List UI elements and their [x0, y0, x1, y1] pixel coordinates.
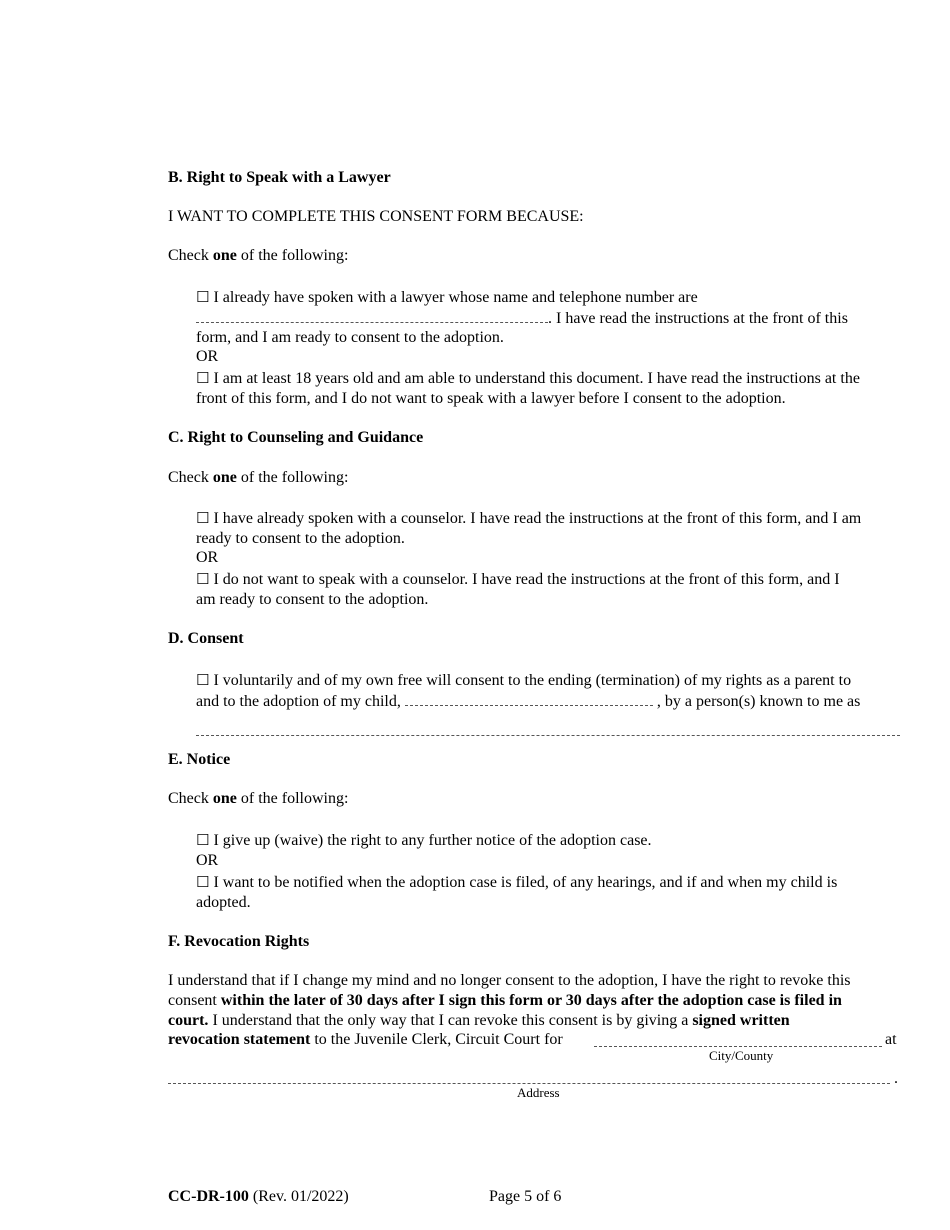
- city-county-label: City/County: [709, 1048, 774, 1063]
- check-post: of the following:: [236, 247, 349, 264]
- section-b-or: OR: [196, 348, 219, 365]
- revocation-line-1: I understand that if I change my mind and no longer consent to the adoption, I have the right to revoke this: [168, 972, 851, 989]
- checkbox-counselor-spoken[interactable]: ☐: [196, 509, 210, 527]
- revocation-line-3: [168, 1011, 908, 1031]
- check-post: of the following:: [236, 790, 349, 807]
- revocation-line-2-pre: consent: [168, 992, 221, 1009]
- checkbox-no-lawyer[interactable]: ☐: [196, 369, 210, 387]
- revocation-line-2: [168, 991, 908, 1011]
- revocation-signed-written: signed written: [692, 1012, 790, 1029]
- consent-child-pre: and to the adoption of my child,: [196, 693, 401, 710]
- revocation-line-3-mid: I understand that the only way that I can revoke this consent is by giving a: [208, 1012, 693, 1029]
- counseling-option-1-line-2: ready to consent to the adoption.: [196, 530, 405, 547]
- section-e-heading: E. Notice: [168, 751, 231, 768]
- checkbox-lawyer-spoken[interactable]: ☐: [196, 288, 210, 306]
- lawyer-option-1-after-blank: . I have read the instructions at the front of this: [548, 310, 848, 327]
- address-label: Address: [517, 1085, 560, 1100]
- checkbox-consent[interactable]: ☐: [196, 671, 210, 689]
- notice-option-2-line-2: adopted.: [196, 894, 251, 911]
- section-e-check-instruction: [168, 789, 908, 809]
- revocation-at: at: [885, 1031, 897, 1048]
- consent-intro: I WANT TO COMPLETE THIS CONSENT FORM BECAUSE:: [168, 208, 584, 225]
- checkbox-waive-notice[interactable]: ☐: [196, 831, 210, 849]
- section-e-or: OR: [196, 852, 219, 869]
- form-id: CC-DR-100: [168, 1188, 249, 1205]
- notice-option-1: [196, 830, 911, 851]
- check-pre: Check: [168, 790, 213, 807]
- consent-line-1: [196, 670, 911, 691]
- revocation-line-4-post: to the Juvenile Clerk, Circuit Court for: [310, 1031, 563, 1048]
- lawyer-option-1-text: I already have spoken with a lawyer whose name and telephone number are: [213, 289, 698, 306]
- lawyer-option-1-line-2: [196, 308, 911, 329]
- counseling-option-1-line-1: [196, 508, 911, 529]
- section-b-check-instruction: [168, 246, 908, 266]
- check-bold: one: [212, 469, 237, 486]
- check-post: of the following:: [236, 469, 349, 486]
- section-b-heading: B. Right to Speak with a Lawyer: [168, 169, 391, 186]
- lawyer-option-1-line-3: form, and I am ready to consent to the adoption.: [196, 329, 504, 346]
- counseling-option-2-text: I do not want to speak with a counselor. I have read the instructions at the front of this form, and I: [213, 571, 840, 588]
- section-c-or: OR: [196, 549, 219, 566]
- check-bold: one: [212, 790, 237, 807]
- counseling-option-2-line-2: am ready to consent to the adoption.: [196, 591, 429, 608]
- section-d-heading: D. Consent: [168, 630, 244, 647]
- notice-option-2-line-1: [196, 872, 911, 893]
- check-pre: Check: [168, 247, 213, 264]
- counseling-option-2-line-1: [196, 569, 911, 590]
- section-c-check-instruction: [168, 468, 908, 488]
- form-revision: (Rev. 01/2022): [248, 1188, 349, 1205]
- lawyer-name-phone-blank[interactable]: [196, 308, 548, 323]
- revocation-statement: revocation statement: [168, 1031, 311, 1048]
- lawyer-option-2-line-2: front of this form, and I do not want to speak with a lawyer before I consent to the adoption.: [196, 390, 786, 407]
- section-c-heading: C. Right to Counseling and Guidance: [168, 429, 424, 446]
- address-end-period: .: [894, 1070, 898, 1087]
- checkbox-be-notified[interactable]: ☐: [196, 873, 210, 891]
- check-bold: one: [212, 247, 237, 264]
- notice-option-1-text: I give up (waive) the right to any further notice of the adoption case.: [213, 832, 652, 849]
- adoptive-parent-name-blank[interactable]: [196, 735, 900, 736]
- consent-text: I voluntarily and of my own free will consent to the ending (termination) of my rights as a parent to: [213, 672, 852, 689]
- child-name-blank[interactable]: [405, 691, 653, 706]
- revocation-line-4: [168, 1030, 908, 1050]
- counseling-option-1-text: I have already spoken with a counselor. I have read the instructions at the front of this form, and I am: [213, 510, 862, 527]
- notice-option-2-text: I want to be notified when the adoption case is filed, of any hearings, and if and when my child is: [213, 874, 838, 891]
- lawyer-option-2-line-1: [196, 368, 911, 389]
- lawyer-option-1-line-1: [196, 287, 911, 308]
- revocation-deadline: within the later of 30 days after I sign this form or 30 days after the adoption case is filed in: [220, 992, 842, 1009]
- section-f-heading: F. Revocation Rights: [168, 933, 310, 950]
- page-number: Page 5 of 6: [489, 1188, 562, 1205]
- check-pre: Check: [168, 469, 213, 486]
- revocation-court: court.: [168, 1012, 209, 1029]
- checkbox-no-counselor[interactable]: ☐: [196, 570, 210, 588]
- consent-line-2: [196, 691, 911, 712]
- footer-form-id: [168, 1187, 349, 1207]
- lawyer-option-2-text: I am at least 18 years old and am able to understand this document. I have read the instructions at the: [213, 370, 860, 387]
- consent-child-post: , by a person(s) known to me as: [656, 693, 861, 710]
